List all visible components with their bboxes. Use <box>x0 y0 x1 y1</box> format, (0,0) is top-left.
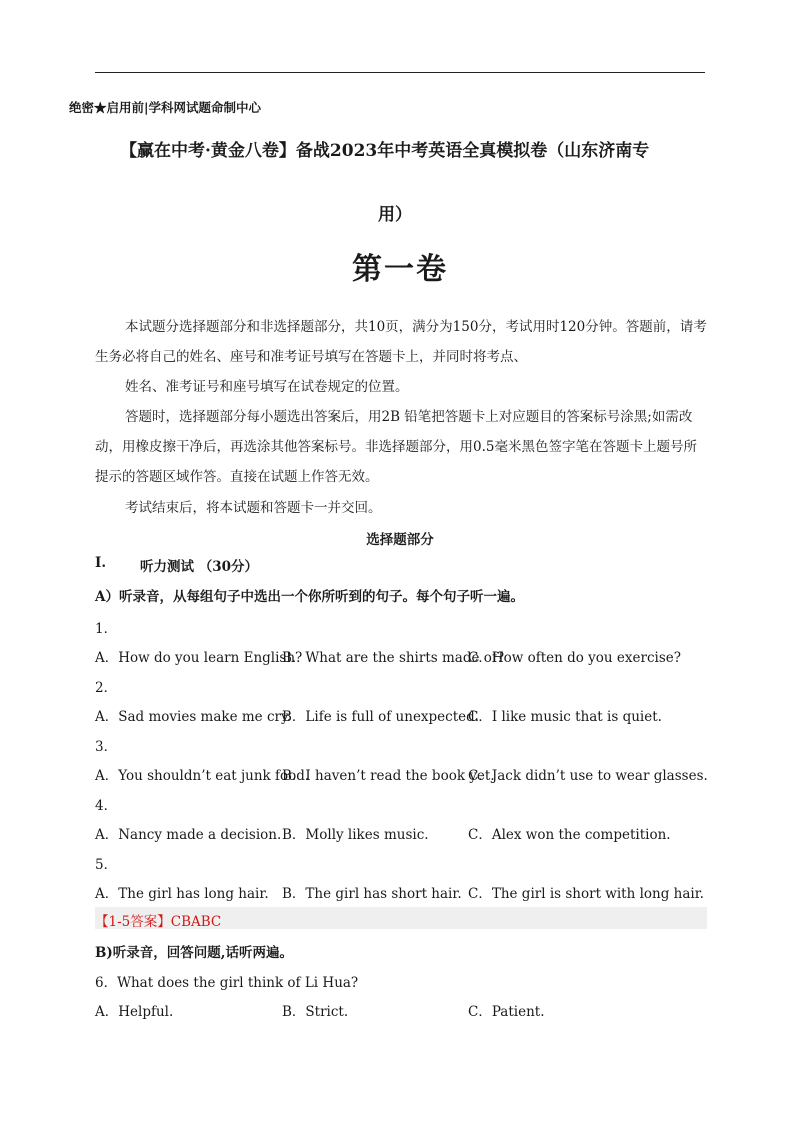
volume-heading: 第一卷 <box>352 252 448 287</box>
option-c: C．Alex won the competition. <box>468 827 671 843</box>
header-rule <box>95 72 705 73</box>
exam-title-line2: 用） <box>378 205 412 225</box>
part-title: 听力测试 （30分） <box>140 559 258 575</box>
option-c: C．I like music that is quiet. <box>468 709 662 725</box>
option-a: A．How do you learn English? <box>95 650 303 666</box>
option-b: B．Molly likes music. <box>282 827 429 843</box>
confidential-label: 绝密★启用前|学科网试题命制中心 <box>69 100 262 115</box>
question-number: 3． <box>95 739 118 755</box>
instructions-paragraph-2: 答题时，选择题部分每小题选出答案后，用2B 铅笔把答题卡上对应题目的答案标号涂黑;如需改动，用橡皮擦干净后，再选涂其他答案标号。非选择题部分，用0.5毫米黑色签字笔在答题卡上题号所提示的答题区域作答。直接在试题上作答无效。 <box>95 409 697 485</box>
option-b: B．Life is full of unexpected. <box>282 709 480 725</box>
option-c: C．How often do you exercise? <box>468 650 681 666</box>
question-number: 5． <box>95 857 118 873</box>
option-a: A．Sad movies make me cry. <box>95 709 292 725</box>
instructions-paragraph-3: 考试结束后，将本试题和答题卡一并交回。 <box>125 500 382 516</box>
part-number: I. <box>95 555 107 571</box>
question-number: 4． <box>95 798 118 814</box>
sub-section-b-heading: B)听录音，回答问题,话听两遍。 <box>95 945 293 961</box>
question-6-stem: 6．What does the girl think of Li Hua? <box>95 975 359 991</box>
option-a: A．Nancy made a decision. <box>95 827 282 843</box>
question-number: 2． <box>95 680 118 696</box>
answer-key: 【1-5答案】CBABC <box>95 914 222 930</box>
question-number: 1． <box>95 621 118 637</box>
option-b: B．The girl has short hair. <box>282 886 462 902</box>
option-b: B．What are the shirts made of? <box>282 650 505 666</box>
instructions-paragraph-1: 本试题分选择题部分和非选择题部分，共10页，满分为150分，考试用时120分钟。答题前，请考生务必将自己的姓名、座号和准考证号填写在答题卡上，并同时将考点、 <box>95 319 707 365</box>
option-a: A．The girl has long hair. <box>95 886 269 902</box>
option-a: A．Helpful. <box>95 1004 174 1020</box>
option-b: B．I haven’t read the book yet. <box>282 768 495 784</box>
instructions-paragraph-1b: 姓名、准考证号和座号填写在试卷规定的位置。 <box>125 379 409 395</box>
option-c: C．Patient. <box>468 1004 545 1020</box>
option-a: A．You shouldn’t eat junk food. <box>95 768 310 784</box>
option-b: B．Strict. <box>282 1004 349 1020</box>
option-c: C．Jack didn’t use to wear glasses. <box>468 768 708 784</box>
section-title: 选择题部分 <box>366 532 434 548</box>
option-c: C．The girl is short with long hair. <box>468 886 704 902</box>
exam-title-line1: 【赢在中考·黄金八卷】备战2023年中考英语全真模拟卷（山东济南专 <box>120 141 650 161</box>
sub-section-a-heading: A）听录音，从每组句子中选出一个你所听到的句子。每个句子听一遍。 <box>95 589 524 605</box>
